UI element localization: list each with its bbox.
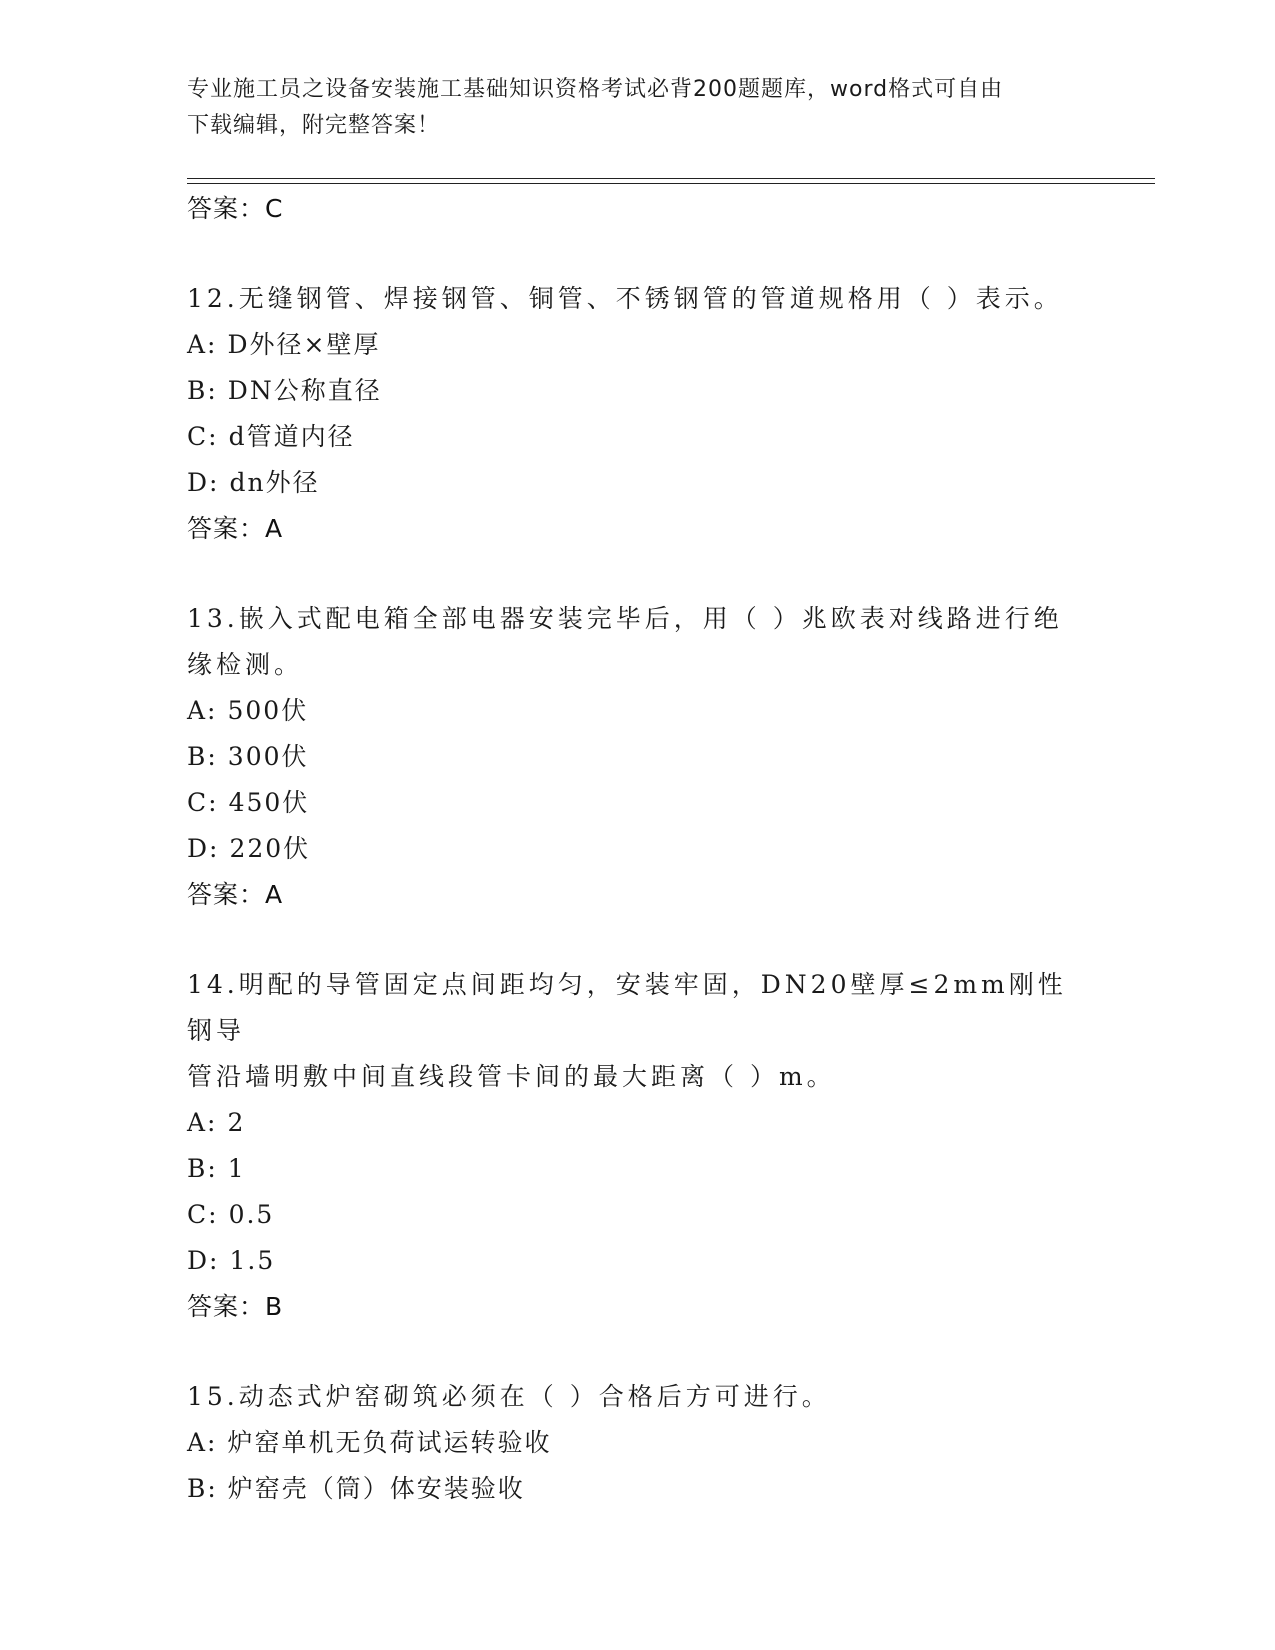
option-text: DN公称直径 <box>227 376 382 405</box>
option-text: dn外径 <box>229 468 320 497</box>
option-letter: A: <box>187 1428 218 1457</box>
question-block <box>187 276 1087 552</box>
option-letter: A: <box>187 330 218 359</box>
option-a <box>187 322 1087 368</box>
option-letter: B: <box>187 376 218 405</box>
question-text: 13.嵌入式配电箱全部电器安装完毕后，用（ ）兆欧表对线路进行绝 <box>187 604 1063 633</box>
spacer <box>187 552 1087 596</box>
question-text-continued: 缘检测。 <box>187 650 304 679</box>
option-letter: B: <box>187 1474 218 1503</box>
question-block <box>187 962 1087 1330</box>
answer-line: 答案：A <box>187 880 284 909</box>
question-text: 12.无缝钢管、焊接钢管、铜管、不锈钢管的管道规格用（ ）表示。 <box>187 284 1063 313</box>
option-text: 0.5 <box>228 1200 275 1229</box>
spacer <box>187 1330 1087 1374</box>
spacer <box>187 918 1087 962</box>
option-letter: C: <box>187 422 219 451</box>
question-text: 14.明配的导管固定点间距均匀，安装牢固，DN20壁厚≤2mm刚性钢导 <box>187 970 1067 1045</box>
question-text-continued: 管沿墙明敷中间直线段管卡间的最大距离（ ）m。 <box>187 1062 836 1091</box>
option-b <box>187 1146 1087 1192</box>
option-letter: C: <box>187 1200 219 1229</box>
option-letter: D: <box>187 834 220 863</box>
option-d <box>187 1238 1087 1284</box>
option-a <box>187 1420 1087 1466</box>
option-text: 300伏 <box>227 742 309 771</box>
option-text: 220伏 <box>229 834 311 863</box>
answer-line: 答案：C <box>187 194 284 223</box>
option-b <box>187 734 1087 780</box>
option-text: 炉窑壳（筒）体安装验收 <box>227 1474 525 1503</box>
answer-line: 答案：B <box>187 1292 284 1321</box>
header-rule-bottom <box>187 183 1155 184</box>
question-block <box>187 1374 1087 1512</box>
option-letter: B: <box>187 742 218 771</box>
spacer <box>187 232 1087 276</box>
option-d <box>187 460 1087 506</box>
option-text: d管道内径 <box>228 422 355 451</box>
document-header <box>187 72 1087 144</box>
option-letter: C: <box>187 788 219 817</box>
question-block <box>187 596 1087 918</box>
option-text: 炉窑单机无负荷试运转验收 <box>227 1428 552 1457</box>
option-letter: A: <box>187 1108 218 1137</box>
option-letter: A: <box>187 696 218 725</box>
option-text: 1.5 <box>229 1246 276 1275</box>
option-text: 1 <box>227 1154 246 1183</box>
option-letter: D: <box>187 1246 220 1275</box>
header-rule-top <box>187 178 1155 179</box>
option-a <box>187 1100 1087 1146</box>
option-text: 500伏 <box>227 696 309 725</box>
option-letter: D: <box>187 468 220 497</box>
option-d <box>187 826 1087 872</box>
option-c <box>187 1192 1087 1238</box>
option-b <box>187 368 1087 414</box>
option-text: 450伏 <box>228 788 310 817</box>
option-c <box>187 414 1087 460</box>
option-text: 2 <box>227 1108 246 1137</box>
option-letter: B: <box>187 1154 218 1183</box>
option-a <box>187 688 1087 734</box>
answer-line: 答案：A <box>187 514 284 543</box>
option-c <box>187 780 1087 826</box>
question-text: 15.动态式炉窑砌筑必须在（ ）合格后方可进行。 <box>187 1382 831 1411</box>
header-line-1: 专业施工员之设备安装施工基础知识资格考试必背200题题库，word格式可自由 <box>187 77 1004 102</box>
header-line-2: 下载编辑，附完整答案！ <box>187 113 441 138</box>
document-body <box>187 186 1087 1512</box>
option-text: D外径×壁厚 <box>227 330 381 359</box>
option-b <box>187 1466 1087 1512</box>
